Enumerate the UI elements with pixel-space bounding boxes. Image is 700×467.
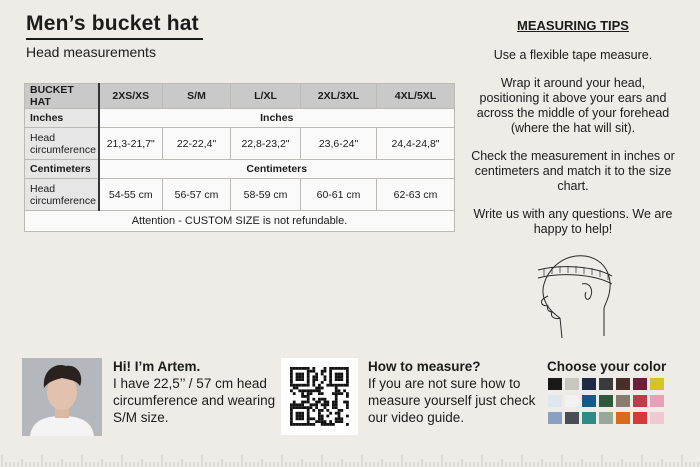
color-swatch-grid	[548, 378, 666, 424]
color-swatch[interactable]	[599, 378, 613, 390]
color-swatch[interactable]	[616, 378, 630, 390]
color-swatch[interactable]	[565, 395, 579, 407]
color-swatch[interactable]	[565, 412, 579, 424]
table-cell: 62-63 cm	[377, 179, 455, 211]
color-swatch[interactable]	[548, 395, 562, 407]
tip-paragraph: Check the measurement in inches or centimeters and match it to the size chart.	[471, 149, 675, 193]
avatar	[22, 358, 102, 436]
color-swatch[interactable]	[582, 378, 596, 390]
color-swatch[interactable]	[650, 378, 664, 390]
table-cell: 22,8-23,2"	[231, 128, 301, 160]
table-cell: 24,4-24,8"	[377, 128, 455, 160]
inches-values-row	[25, 128, 455, 160]
inches-section-label: Inches	[25, 109, 99, 128]
size-header: 4XL/5XL	[377, 84, 455, 109]
color-swatch[interactable]	[599, 395, 613, 407]
centimeters-section-row	[25, 160, 455, 179]
tip-paragraph: Use a flexible tape measure.	[493, 48, 653, 62]
table-cell: 21,3-21,7"	[99, 128, 163, 160]
row-label: Head circumference	[25, 179, 99, 211]
choose-color-title: Choose your color	[547, 359, 667, 374]
table-cell: 56-57 cm	[163, 179, 231, 211]
color-swatch[interactable]	[582, 412, 596, 424]
note-row	[25, 211, 455, 232]
centimeters-values-row	[25, 179, 455, 211]
size-header: 2XS/XS	[99, 84, 163, 109]
color-swatch[interactable]	[633, 395, 647, 407]
color-swatch[interactable]	[650, 395, 664, 407]
color-swatch[interactable]	[633, 412, 647, 424]
corner-label: BUCKET HAT	[25, 84, 99, 109]
size-header: 2XL/3XL	[301, 84, 377, 109]
tips-title: MEASURING TIPS	[517, 18, 629, 33]
color-swatch[interactable]	[616, 395, 630, 407]
size-header-row	[25, 84, 455, 109]
inches-section-row	[25, 109, 455, 128]
qr-code-icon	[281, 358, 358, 435]
size-header: L/XL	[231, 84, 301, 109]
title-underline	[26, 38, 203, 40]
color-swatch[interactable]	[565, 378, 579, 390]
table-cell: 54-55 cm	[99, 179, 163, 211]
how-to-measure-text: If you are not sure how to measure yourself just check our video guide.	[368, 376, 536, 425]
table-cell: 58-59 cm	[231, 179, 301, 211]
size-chart-table	[24, 83, 455, 232]
inches-unit-header: Inches	[99, 109, 455, 128]
how-to-measure-title: How to measure?	[368, 359, 481, 374]
color-swatch[interactable]	[650, 412, 664, 424]
color-swatch[interactable]	[616, 412, 630, 424]
color-swatch[interactable]	[633, 378, 647, 390]
page-title: Men’s bucket hat	[26, 12, 199, 35]
centimeters-section-label: Centimeters	[25, 160, 99, 179]
centimeters-unit-header: Centimeters	[99, 160, 455, 179]
refund-note: Attention - CUSTOM SIZE is not refundable.	[25, 211, 455, 232]
artem-size-info: I have 22,5’’ / 57 cm head circumference and wearing S/M size.	[113, 376, 276, 425]
qr-code[interactable]	[281, 358, 358, 435]
color-swatch[interactable]	[548, 412, 562, 424]
head-measure-illustration	[520, 240, 630, 340]
color-swatch[interactable]	[582, 395, 596, 407]
size-header: S/M	[163, 84, 231, 109]
table-cell: 23,6-24"	[301, 128, 377, 160]
table-cell: 22-22,4"	[163, 128, 231, 160]
color-swatch[interactable]	[548, 378, 562, 390]
color-swatch[interactable]	[599, 412, 613, 424]
artem-greeting: Hi! I’m Artem.	[113, 359, 201, 374]
row-label: Head circumference	[25, 128, 99, 160]
tip-paragraph: Write us with any questions. We are happy to help!	[473, 207, 673, 236]
tip-paragraph: Wrap it around your head, positioning it above your ears and across the middle of your forehead (where the hat will sit).	[476, 76, 670, 135]
table-cell: 60-61 cm	[301, 179, 377, 211]
page-subtitle: Head measurements	[26, 44, 156, 60]
measuring-tape-decoration	[0, 447, 700, 467]
